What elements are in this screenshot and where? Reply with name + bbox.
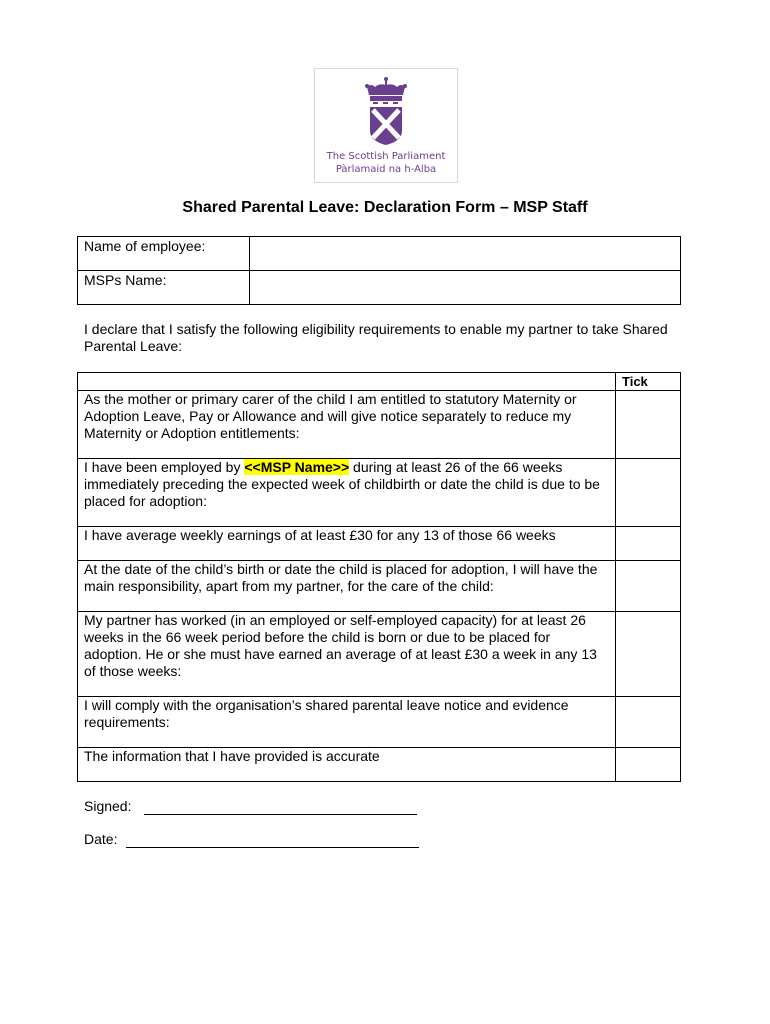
signature-line[interactable] bbox=[144, 814, 417, 815]
table-row bbox=[78, 527, 681, 561]
table-row bbox=[78, 391, 681, 459]
parliament-logo bbox=[314, 68, 458, 183]
requirement-text-part: during at least 26 of the 66 weeks immediately preceding the expected week of childbirth or date the child is due to be placed for adoption: bbox=[84, 459, 600, 509]
tick-cell[interactable] bbox=[616, 527, 681, 561]
tick-cell[interactable] bbox=[616, 561, 681, 612]
signature-row bbox=[84, 798, 131, 814]
table-row bbox=[78, 561, 681, 612]
table-row bbox=[78, 237, 681, 271]
msp-name-placeholder: <<MSP Name>> bbox=[244, 459, 350, 475]
tick-cell[interactable] bbox=[616, 612, 681, 697]
requirement-text: My partner has worked (in an employed or self-employed capacity) for at least 26 weeks in the 66 week period before the child is born or due to be placed for adoption. He or she must have earned an average of at least £30 a week in any 13 of those weeks: bbox=[78, 612, 616, 697]
requirement-text: As the mother or primary carer of the child I am entitled to statutory Maternity or Adoption Leave, Pay or Allowance and will give notice separately to reduce my Maternity or Adoption entitlements: bbox=[78, 391, 616, 459]
page-title: Shared Parental Leave: Declaration Form – MSP Staff bbox=[182, 199, 588, 216]
requirements-header bbox=[78, 373, 616, 391]
table-row bbox=[78, 271, 681, 305]
tick-cell[interactable] bbox=[616, 459, 681, 527]
table-row bbox=[78, 748, 681, 782]
table-row bbox=[78, 459, 681, 527]
tick-header: Tick bbox=[616, 373, 681, 391]
requirement-text-part: I have been employed by bbox=[84, 459, 245, 475]
logo-name-gd: Pàrlamaid na h-Alba bbox=[335, 164, 437, 175]
date-label: Date: bbox=[84, 831, 118, 847]
table-row bbox=[78, 697, 681, 748]
date-row bbox=[84, 831, 117, 847]
requirement-text: I will comply with the organisation’s shared parental leave notice and evidence requirements: bbox=[78, 697, 616, 748]
requirement-text bbox=[78, 459, 616, 527]
declaration-text: I declare that I satisfy the following eligibility requirements to enable my partner to take Shared Parental Leave: bbox=[84, 321, 668, 354]
table-header-row bbox=[78, 373, 681, 391]
msp-name-field[interactable] bbox=[250, 271, 681, 305]
employee-name-field[interactable] bbox=[250, 237, 681, 271]
signed-label: Signed: bbox=[84, 798, 132, 814]
tick-cell[interactable] bbox=[616, 391, 681, 459]
requirement-text: At the date of the child’s birth or date the child is placed for adoption, I will have the main responsibility, apart from my partner, for the care of the child: bbox=[78, 561, 616, 612]
requirements-table bbox=[77, 372, 681, 782]
date-line[interactable] bbox=[126, 847, 419, 848]
msp-name-label: MSPs Name: bbox=[78, 271, 250, 305]
requirement-text: The information that I have provided is accurate bbox=[78, 748, 616, 782]
tick-cell[interactable] bbox=[616, 748, 681, 782]
requirement-text: I have average weekly earnings of at least £30 for any 13 of those 66 weeks bbox=[78, 527, 616, 561]
table-row bbox=[78, 612, 681, 697]
employee-name-label: Name of employee: bbox=[78, 237, 250, 271]
tick-cell[interactable] bbox=[616, 697, 681, 748]
logo-name-en: The Scottish Parliament bbox=[326, 151, 446, 162]
employee-info-table bbox=[77, 236, 681, 305]
